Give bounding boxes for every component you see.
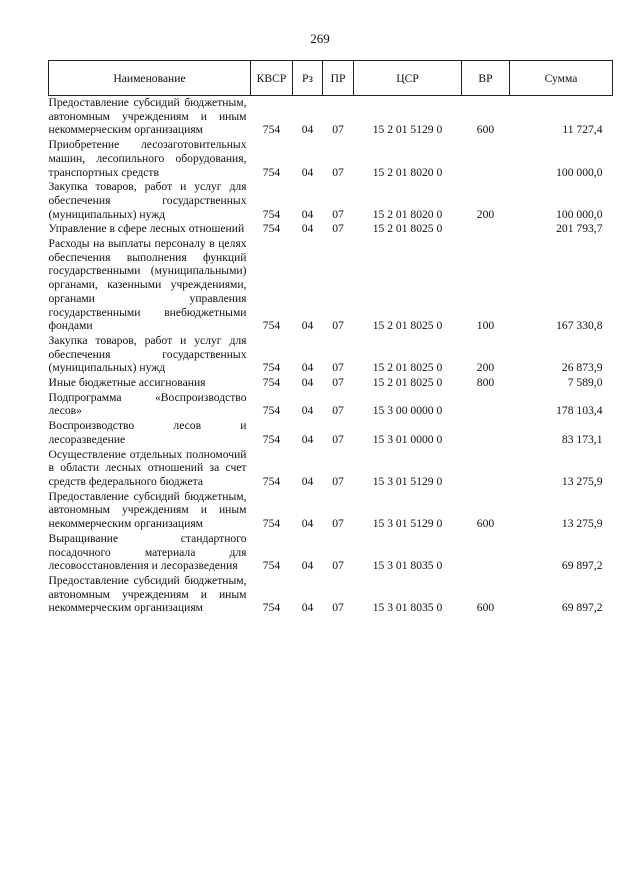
header-csr: ЦСР (354, 61, 462, 96)
cell-csr: 15 3 01 8035 0 (372, 601, 443, 615)
header-sum: Сумма (510, 61, 613, 96)
cell-rz: 04 (301, 207, 314, 221)
cell-kvsr: 754 (262, 319, 281, 333)
cell-kvsr: 754 (262, 474, 281, 488)
cell-rz: 04 (301, 559, 314, 573)
cell-rz: 04 (301, 361, 314, 375)
cell-name: Приобретение лесозаготовительных машин, лесопильного оборудования, транспортных средств (48, 138, 247, 179)
cell-rz: 04 (301, 432, 314, 446)
cell-vr (462, 391, 510, 419)
cell-rz: 04 (301, 601, 314, 615)
cell-rz: 04 (301, 319, 314, 333)
header-name: Наименование (49, 61, 251, 96)
table-header (49, 61, 613, 96)
cell-csr: 15 2 01 8020 0 (372, 207, 443, 221)
cell-name: Воспроизводство лесов и лесоразведение (48, 419, 247, 446)
header-pr: ПР (323, 61, 354, 96)
cell-vr: 600 (476, 601, 495, 615)
cell-csr: 15 2 01 8020 0 (372, 165, 443, 179)
cell-sum: 7 589,0 (567, 376, 603, 390)
table-row (49, 96, 613, 139)
table-row (49, 376, 613, 391)
table-row (49, 391, 613, 419)
budget-table (48, 60, 613, 616)
cell-kvsr: 754 (262, 361, 281, 375)
cell-name: Закупка товаров, работ и услуг для обеспечения государственных (муниципальных) нужд (48, 333, 247, 375)
cell-pr: 07 (332, 361, 344, 375)
table-row (49, 448, 613, 490)
table-row (49, 490, 613, 532)
cell-csr: 15 2 01 8025 0 (372, 361, 443, 375)
cell-name: Выращивание стандартного посадочного материала для лесовосстановления и лесоразведения (48, 531, 247, 573)
header-kvsr: КВСР (251, 61, 293, 96)
cell-csr: 15 2 01 8025 0 (372, 222, 443, 236)
table-row (49, 237, 613, 334)
cell-csr: 15 2 01 5129 0 (372, 123, 443, 137)
cell-name: Предоставление субсидий бюджетным, автономным учреждениям и иным некоммерческим организациям (48, 573, 247, 615)
cell-vr: 600 (476, 123, 495, 137)
cell-pr: 07 (332, 601, 344, 615)
cell-rz: 04 (301, 474, 314, 488)
table-body (49, 96, 613, 617)
table-row (49, 180, 613, 222)
cell-pr: 07 (332, 319, 344, 333)
cell-name: Расходы на выплаты персоналу в целях обеспечения выполнения функций государственными (муниципальными) органами, казенными учреждениями, органами управления государственными внебюджетными фондами (48, 237, 247, 333)
cell-sum: 201 793,7 (556, 222, 603, 236)
table-row (49, 138, 613, 180)
cell-pr: 07 (332, 559, 344, 573)
page-number: 269 (310, 31, 330, 46)
cell-vr (462, 138, 510, 180)
table-row (49, 334, 613, 376)
cell-vr (462, 222, 510, 237)
cell-kvsr: 754 (262, 404, 281, 418)
cell-kvsr: 754 (262, 432, 281, 446)
cell-kvsr: 754 (262, 376, 281, 390)
cell-rz: 04 (301, 376, 314, 390)
cell-sum: 100 000,0 (556, 165, 603, 179)
cell-sum: 13 275,9 (561, 517, 603, 531)
cell-name: Подпрограмма «Воспроизводство лесов» (48, 390, 247, 418)
cell-name: Управление в сфере лесных отношений (48, 222, 245, 236)
cell-pr: 07 (332, 165, 344, 179)
cell-kvsr: 754 (262, 207, 281, 221)
cell-rz: 04 (301, 517, 314, 531)
cell-vr: 100 (476, 319, 495, 333)
cell-sum: 69 897,2 (561, 601, 603, 615)
cell-rz: 04 (301, 123, 314, 137)
cell-sum: 167 330,8 (556, 319, 603, 333)
cell-rz: 04 (301, 404, 314, 418)
cell-kvsr: 754 (262, 601, 281, 615)
cell-kvsr: 754 (262, 517, 281, 531)
cell-rz: 04 (301, 222, 314, 236)
cell-vr (462, 419, 510, 447)
header-vr: ВР (462, 61, 510, 96)
cell-pr: 07 (332, 123, 344, 137)
table-row (49, 532, 613, 574)
cell-vr (462, 532, 510, 574)
cell-sum: 83 173,1 (561, 432, 603, 446)
cell-csr: 15 3 01 8035 0 (372, 559, 443, 573)
cell-vr: 200 (476, 361, 495, 375)
cell-name: Закупка товаров, работ и услуг для обеспечения государственных (муниципальных) нужд (48, 180, 247, 221)
cell-vr (462, 448, 510, 490)
cell-kvsr: 754 (262, 559, 281, 573)
cell-sum: 11 727,4 (562, 123, 603, 137)
cell-pr: 07 (332, 474, 344, 488)
cell-csr: 15 2 01 8025 0 (372, 376, 443, 390)
cell-csr: 15 3 01 0000 0 (372, 432, 443, 446)
cell-csr: 15 2 01 8025 0 (372, 319, 443, 333)
cell-name: Предоставление субсидий бюджетным, автономным учреждениям и иным некоммерческим организациям (48, 96, 247, 137)
cell-sum: 13 275,9 (561, 474, 603, 488)
cell-pr: 07 (332, 376, 344, 390)
cell-sum: 178 103,4 (556, 404, 603, 418)
cell-pr: 07 (332, 517, 344, 531)
cell-name: Иные бюджетные ассигнования (48, 376, 206, 390)
table-row (49, 419, 613, 447)
table-row (49, 574, 613, 616)
cell-sum: 69 897,2 (561, 559, 603, 573)
cell-kvsr: 754 (262, 165, 281, 179)
header-rz: Рз (293, 61, 323, 96)
cell-pr: 07 (332, 404, 344, 418)
cell-name: Предоставление субсидий бюджетным, автономным учреждениям и иным некоммерческим организациям (48, 489, 247, 531)
cell-csr: 15 3 01 5129 0 (372, 517, 443, 531)
cell-sum: 100 000,0 (556, 207, 603, 221)
cell-sum: 26 873,9 (561, 361, 603, 375)
cell-csr: 15 3 00 0000 0 (372, 404, 443, 418)
cell-rz: 04 (301, 165, 314, 179)
cell-csr: 15 3 01 5129 0 (372, 474, 443, 488)
cell-kvsr: 754 (262, 123, 281, 137)
cell-name: Осуществление отдельных полномочий в области лесных отношений за счет средств федерального бюджета (48, 447, 247, 488)
cell-pr: 07 (332, 222, 344, 236)
cell-vr: 800 (476, 376, 495, 390)
cell-vr: 200 (476, 207, 495, 221)
table-row (49, 222, 613, 237)
cell-kvsr: 754 (262, 222, 281, 236)
cell-pr: 07 (332, 207, 344, 221)
cell-vr: 600 (476, 517, 495, 531)
cell-pr: 07 (332, 432, 344, 446)
